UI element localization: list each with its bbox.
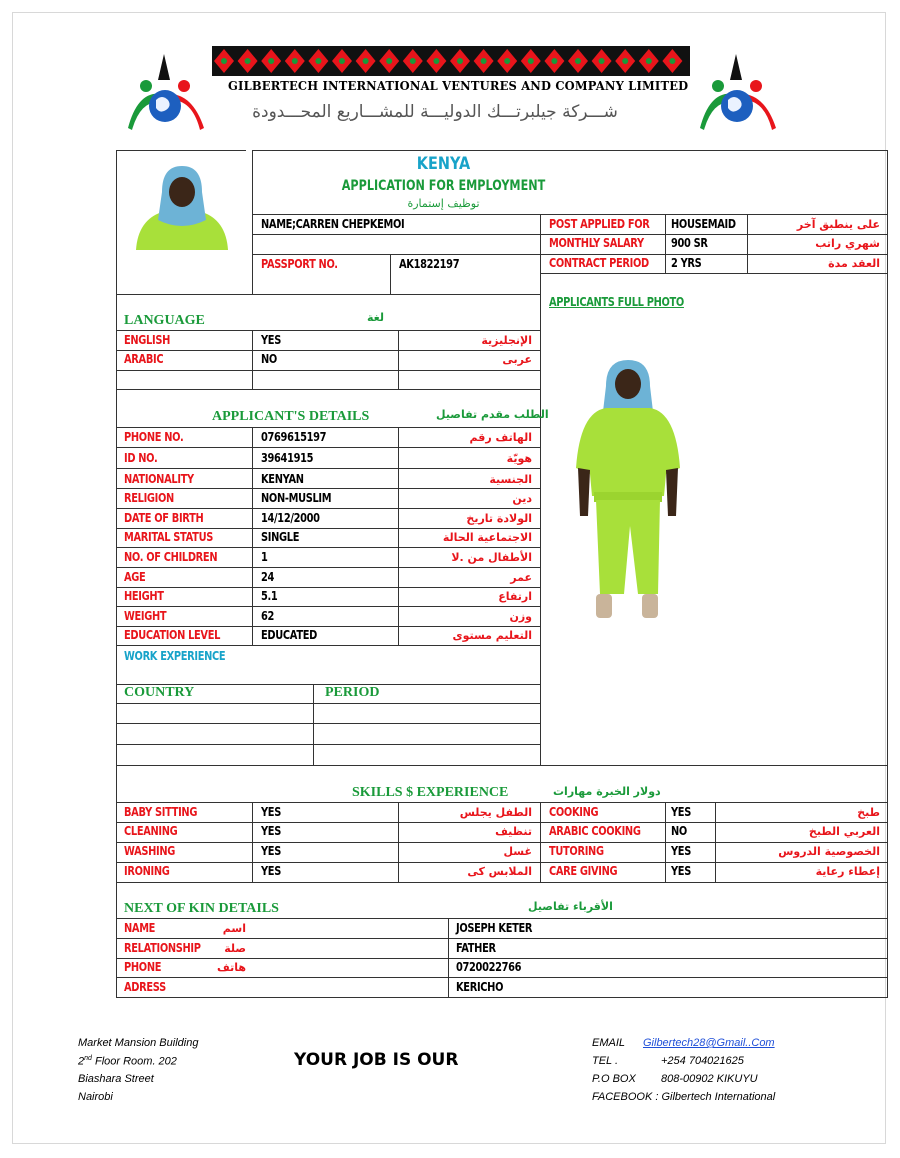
grid-line <box>540 802 541 882</box>
detail-label-ar: هويّة <box>506 452 532 465</box>
detail-label-ar: الأطفال من .لا <box>451 551 532 564</box>
detail-value: NON-MUSLIM <box>261 491 332 505</box>
grid-line <box>116 587 540 588</box>
grid-line <box>116 765 540 766</box>
banner-dot <box>528 58 534 64</box>
skill-label-ar: إعطاء رعاية <box>815 865 880 878</box>
detail-label-ar: دين <box>512 492 532 505</box>
grid-line <box>252 150 887 151</box>
banner-dot <box>433 58 439 64</box>
banner-dot <box>551 58 557 64</box>
detail-label: DATE OF BIRTH <box>124 511 204 525</box>
skill-label: CARE GIVING <box>549 864 618 878</box>
company-name-ar: شـــركة جيلبرتـــك الدوليـــة للمشـــاريع المحـــدودة <box>252 102 618 122</box>
footer-facebook: FACEBOOK : Gilbertech International <box>592 1091 776 1103</box>
footer-address-4: Nairobi <box>78 1091 113 1103</box>
banner-dot <box>245 58 251 64</box>
skill-label-ar: طبخ <box>857 806 880 819</box>
detail-label: AGE <box>124 570 146 584</box>
grid-line <box>116 567 540 568</box>
detail-label-ar: عمر <box>510 571 532 584</box>
company-name-en: GILBERTECH INTERNATIONAL VENTURES AND COMPANY LIMITED <box>228 78 689 93</box>
country-title: KENYA <box>416 154 471 174</box>
grid-line <box>116 997 887 998</box>
kin-label: NAME <box>124 921 156 935</box>
banner-dot <box>646 58 652 64</box>
full-photo-label: APPLICANTS FULL PHOTO <box>549 295 684 309</box>
detail-label: ID NO. <box>124 451 158 465</box>
details-title-ar: الطلب مقدم تفاصيل <box>436 408 549 421</box>
footer-address-1: Market Mansion Building <box>78 1037 199 1049</box>
detail-value: 5.1 <box>261 589 278 603</box>
grid-line <box>116 606 540 607</box>
banner-dot <box>575 58 581 64</box>
grid-line <box>448 918 449 997</box>
skill-label: ARABIC COOKING <box>549 824 641 838</box>
skill-value: YES <box>671 864 691 878</box>
post-label: POST APPLIED FOR <box>549 217 650 231</box>
skill-label-ar: الطفل يجلس <box>459 806 532 819</box>
banner-dot <box>457 58 463 64</box>
footer-slogan: YOUR JOB IS OUR <box>294 1050 459 1070</box>
grid-line <box>116 882 887 883</box>
banner-dot <box>410 58 416 64</box>
contract-label: CONTRACT PERIOD <box>549 256 649 270</box>
grid-line <box>116 350 540 351</box>
detail-label: RELIGION <box>124 491 174 505</box>
grid-line <box>116 370 540 371</box>
detail-label-ar: الولادة تاريخ <box>466 512 532 525</box>
detail-value: 39641915 <box>261 451 314 465</box>
grid-line <box>116 744 540 745</box>
grid-line <box>116 150 246 151</box>
kin-label: RELATIONSHIP <box>124 941 201 955</box>
grid-line <box>715 802 716 882</box>
salary-ar: شهري راتب <box>815 237 880 250</box>
detail-label-ar: ارتفاع <box>498 590 532 603</box>
grid-line <box>116 294 540 295</box>
footer-pobox-label: P.O BOX <box>592 1073 636 1085</box>
footer-floor-room: Floor Room. 202 <box>91 1055 177 1068</box>
grid-line <box>252 234 540 235</box>
grid-line <box>540 214 541 294</box>
detail-label: NATIONALITY <box>124 472 194 486</box>
detail-label: MARITAL STATUS <box>124 530 213 544</box>
detail-label-ar: التعليم مستوى <box>452 629 532 642</box>
grid-line <box>116 723 540 724</box>
detail-label-ar: وزن <box>509 610 532 623</box>
kin-value: KERICHO <box>456 980 504 994</box>
logo-left <box>118 50 210 142</box>
skill-label: TUTORING <box>549 844 604 858</box>
passport-photo <box>132 162 232 250</box>
skill-value: YES <box>261 844 281 858</box>
skill-value: YES <box>261 805 281 819</box>
banner-dot <box>599 58 605 64</box>
full-body-photo <box>566 356 690 622</box>
detail-value: 14/12/2000 <box>261 511 320 525</box>
skill-value: YES <box>671 844 691 858</box>
footer-address-3: Biashara Street <box>78 1073 154 1085</box>
footer-floor-number: 2 <box>78 1055 85 1068</box>
footer-email-label: EMAIL <box>592 1037 626 1049</box>
kin-label: ADRESS <box>124 980 166 994</box>
detail-label: EDUCATION LEVEL <box>124 628 221 642</box>
grid-line <box>252 802 253 882</box>
banner-dot <box>622 58 628 64</box>
banner-dot <box>292 58 298 64</box>
banner-dot <box>504 58 510 64</box>
skill-label: IRONING <box>124 864 170 878</box>
kin-label-ar: هاتف <box>217 961 246 974</box>
kin-value: 0720022766 <box>456 960 522 974</box>
footer-email-link[interactable]: Gilbertech28@Gmail..Com <box>643 1037 775 1049</box>
banner-dot <box>268 58 274 64</box>
kin-title-ar: الأقرباء تفاصيل <box>528 900 613 913</box>
skill-label-ar: تنظيف <box>495 825 532 838</box>
skill-label-ar: غسل <box>503 845 532 858</box>
detail-value: 0769615197 <box>261 430 327 444</box>
skill-label: WASHING <box>124 844 176 858</box>
grid-line <box>747 214 748 273</box>
banner-dot <box>386 58 392 64</box>
grid-line <box>540 273 887 274</box>
grid-line <box>540 765 887 766</box>
work-country-col: COUNTRY <box>124 685 195 700</box>
detail-label-ar: الاجتماعية الحالة <box>442 531 532 544</box>
work-title: WORK EXPERIENCE <box>124 649 226 663</box>
grid-line <box>398 330 399 389</box>
skills-title: SKILLS $ EXPERIENCE <box>352 785 509 800</box>
grid-line <box>665 214 666 273</box>
kin-title: NEXT OF KIN DETAILS <box>124 901 279 916</box>
grid-line <box>398 802 399 882</box>
footer-tel: +254 704021625 <box>661 1055 744 1067</box>
form-title-ar: توظيف إستمارة <box>407 197 480 210</box>
detail-value: SINGLE <box>261 530 300 544</box>
skill-label-ar: الملابس كى <box>467 865 532 878</box>
language-label: ARABIC <box>124 352 164 366</box>
banner-dot <box>339 58 345 64</box>
language-label: ENGLISH <box>124 333 170 347</box>
grid-line <box>116 150 117 998</box>
footer-pobox: 808-00902 KIKUYU <box>661 1073 758 1085</box>
skill-label: COOKING <box>549 805 599 819</box>
post-ar: على ينطبق آخر <box>796 218 880 231</box>
detail-label: WEIGHT <box>124 609 167 623</box>
skills-title-ar: دولار الخبرة مهارات <box>553 785 661 798</box>
language-label-ar: الإنجليزية <box>481 334 532 347</box>
grid-line <box>252 150 253 294</box>
skill-value: YES <box>261 864 281 878</box>
detail-label-ar: الجنسية <box>489 473 532 486</box>
banner-dot <box>363 58 369 64</box>
grid-line <box>252 427 253 645</box>
language-value: YES <box>261 333 281 347</box>
grid-line <box>390 254 391 294</box>
skill-label-ar: الخصوصية الدروس <box>778 845 880 858</box>
grid-line <box>887 150 888 998</box>
skill-value: YES <box>261 824 281 838</box>
banner-pattern <box>212 46 690 76</box>
banner-dot <box>481 58 487 64</box>
work-period-col: PERIOD <box>325 685 380 700</box>
detail-value: 1 <box>261 550 268 564</box>
language-title: LANGUAGE <box>124 313 205 328</box>
kin-value: FATHER <box>456 941 496 955</box>
grid-line <box>540 294 541 765</box>
grid-line <box>398 427 399 645</box>
passport-label: PASSPORT NO. <box>261 257 338 271</box>
detail-value: EDUCATED <box>261 628 317 642</box>
details-title: APPLICANT'S DETAILS <box>212 409 370 424</box>
grid-line <box>116 645 540 646</box>
detail-label-ar: الهاتف رقم <box>469 431 532 444</box>
grid-line <box>116 703 540 704</box>
language-title-ar: لغة <box>367 311 385 324</box>
footer-address-2 <box>78 1055 177 1068</box>
language-label-ar: عربى <box>502 353 532 366</box>
detail-value: KENYAN <box>261 472 304 486</box>
skill-label: BABY SITTING <box>124 805 198 819</box>
grid-line <box>665 802 666 882</box>
kin-label-ar: اسم <box>222 922 246 935</box>
applicant-name: NAME;CARREN CHEPKEMOI <box>261 217 405 231</box>
detail-label: HEIGHT <box>124 589 164 603</box>
banner-dot <box>315 58 321 64</box>
passport-value: AK1822197 <box>399 257 460 271</box>
skill-label-ar: العربي الطبخ <box>808 825 880 838</box>
skill-value: NO <box>671 824 687 838</box>
post-value: HOUSEMAID <box>671 217 736 231</box>
grid-line <box>313 684 314 765</box>
banner-dot <box>221 58 227 64</box>
kin-label-ar: صلة <box>224 942 246 955</box>
detail-label: PHONE NO. <box>124 430 184 444</box>
grid-line <box>116 330 540 331</box>
skill-value: YES <box>671 805 691 819</box>
footer-tel-label: TEL . <box>592 1055 619 1067</box>
contract-value: 2 YRS <box>671 256 702 270</box>
grid-line <box>116 447 540 448</box>
contract-ar: العقد مدة <box>828 257 880 270</box>
kin-value: JOSEPH KETER <box>456 921 533 935</box>
language-value: NO <box>261 352 277 366</box>
form-title: APPLICATION FOR EMPLOYMENT <box>341 178 546 194</box>
salary-value: 900 SR <box>671 236 708 250</box>
detail-label: NO. OF CHILDREN <box>124 550 218 564</box>
grid-line <box>116 842 887 843</box>
salary-label: MONTHLY SALARY <box>549 236 644 250</box>
detail-value: 62 <box>261 609 275 623</box>
banner-dot <box>669 58 675 64</box>
kin-label: PHONE <box>124 960 162 974</box>
detail-value: 24 <box>261 570 275 584</box>
grid-line <box>116 389 540 390</box>
grid-line <box>252 330 253 389</box>
logo-right <box>690 50 782 142</box>
grid-line <box>116 468 540 469</box>
skill-label: CLEANING <box>124 824 178 838</box>
footer-floor-suffix: nd <box>84 1055 92 1062</box>
